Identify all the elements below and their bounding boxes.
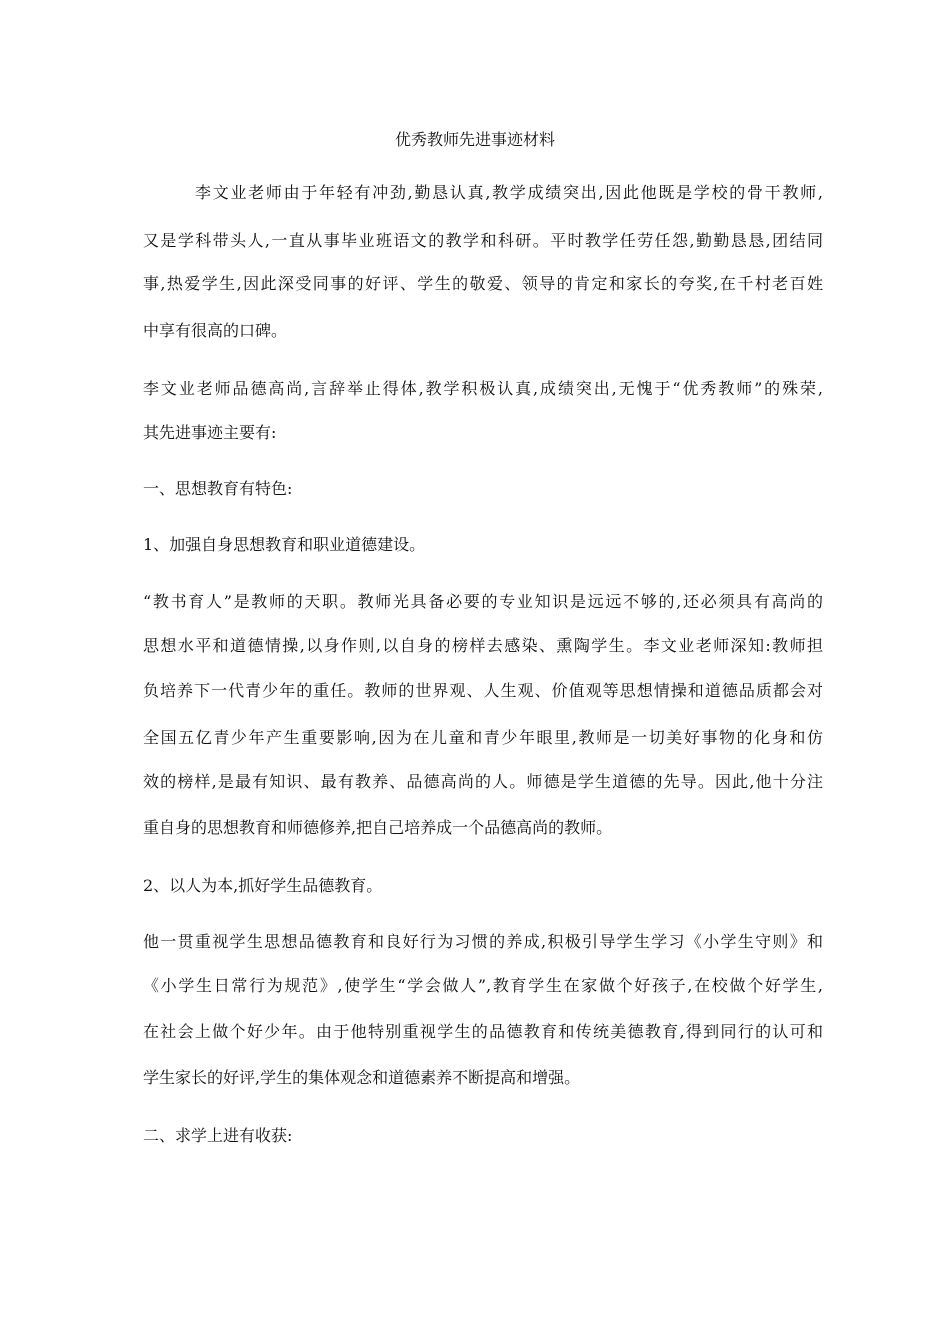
paragraph-line: 李文业老师品德高尚,言辞举止得体,教学积极认真,成绩突出,无愧于“优秀教师”的殊荣, [143, 379, 823, 398]
section-heading: 一、思想教育有特色: [143, 479, 293, 498]
paragraph-line: 《小学生日常行为规范》,使学生“学会做人”,教育学生在家做个好孩子,在校做个好学生, [143, 976, 823, 995]
subsection-heading: 1、加强自身思想教育和职业道德建设。 [143, 535, 426, 554]
paragraph-line: 思想水平和道德情操,以身作则,以自身的榜样去感染、熏陶学生。李文业老师深知:教师担 [143, 636, 823, 655]
document-title: 优秀教师先进事迹材料 [394, 130, 555, 149]
paragraph-line: 重自身的思想教育和师德修养,把自己培养成一个品德高尚的教师。 [143, 818, 613, 837]
subsection-heading: 2、以人为本,抓好学生品德教育。 [143, 876, 383, 895]
paragraph-line: 效的榜样,是最有知识、最有教养、品德高尚的人。师德是学生道德的先导。因此,他十分注 [143, 772, 823, 791]
paragraph-line: “教书育人”是教师的天职。教师光具备必要的专业知识是远远不够的,还必须具有高尚的 [143, 592, 823, 611]
paragraph-line: 其先进事迹主要有: [143, 423, 277, 442]
paragraph-line: 事,热爱学生,因此深受同事的好评、学生的敬爱、领导的肯定和家长的夸奖,在千村老百姓 [143, 274, 823, 293]
paragraph-line: 李文业老师由于年轻有冲劲,勤恳认真,教学成绩突出,因此他既是学校的骨干教师, [195, 183, 823, 202]
section-heading: 二、求学上进有收获: [143, 1126, 293, 1145]
paragraph-line: 负培养下一代青少年的重任。教师的世界观、人生观、价值观等思想情操和道德品质都会对 [143, 681, 823, 700]
paragraph-line: 中享有很高的口碑。 [143, 321, 288, 340]
paragraph-line: 他一贯重视学生思想品德教育和良好行为习惯的养成,积极引导学生学习《小学生守则》和 [143, 932, 823, 951]
paragraph-line: 又是学科带头人,一直从事毕业班语文的教学和科研。平时教学任劳任怨,勤勤恳恳,团结同 [143, 231, 823, 250]
paragraph-line: 在社会上做个好少年。由于他特别重视学生的品德教育和传统美德教育,得到同行的认可和 [143, 1022, 823, 1041]
paragraph-line: 学生家长的好评,学生的集体观念和道德素养不断提高和增强。 [143, 1068, 581, 1087]
paragraph-line: 全国五亿青少年产生重要影响,因为在儿童和青少年眼里,教师是一切美好事物的化身和仿 [143, 728, 823, 747]
